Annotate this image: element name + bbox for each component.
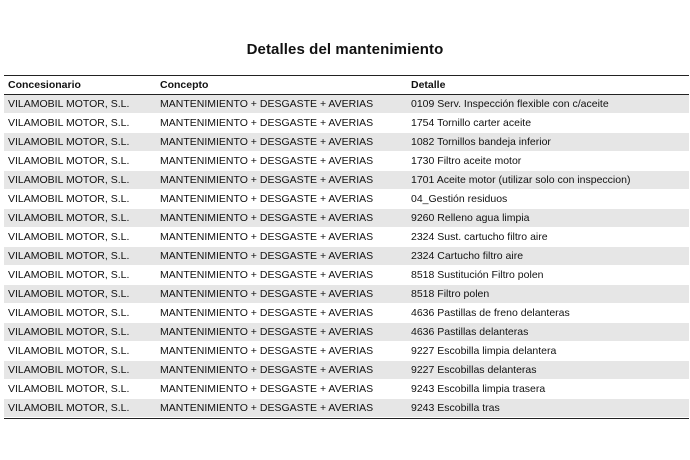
table-row bbox=[4, 152, 689, 171]
cell-concesionario: VILAMOBIL MOTOR, S.L. bbox=[8, 174, 130, 186]
table-row bbox=[4, 190, 689, 209]
cell-concesionario: VILAMOBIL MOTOR, S.L. bbox=[8, 269, 130, 281]
table-body bbox=[4, 95, 689, 418]
cell-concesionario: VILAMOBIL MOTOR, S.L. bbox=[8, 383, 130, 395]
cell-concesionario: VILAMOBIL MOTOR, S.L. bbox=[8, 117, 130, 129]
column-header-detalle: Detalle bbox=[411, 79, 446, 91]
maintenance-table bbox=[4, 75, 689, 419]
cell-detalle: 9243 Escobilla limpia trasera bbox=[411, 383, 546, 395]
cell-concesionario: VILAMOBIL MOTOR, S.L. bbox=[8, 288, 130, 300]
cell-concepto: MANTENIMIENTO + DESGASTE + AVERIAS bbox=[160, 231, 374, 243]
table-row bbox=[4, 266, 689, 285]
cell-detalle: 2324 Sust. cartucho filtro aire bbox=[411, 231, 548, 243]
table-header bbox=[4, 75, 689, 95]
table-row bbox=[4, 95, 689, 114]
cell-detalle: 9227 Escobillas delanteras bbox=[411, 364, 537, 376]
cell-detalle: 04_Gestión residuos bbox=[411, 193, 508, 205]
table-row bbox=[4, 228, 689, 247]
cell-concesionario: VILAMOBIL MOTOR, S.L. bbox=[8, 402, 130, 414]
cell-concepto: MANTENIMIENTO + DESGASTE + AVERIAS bbox=[160, 98, 374, 110]
cell-concepto: MANTENIMIENTO + DESGASTE + AVERIAS bbox=[160, 136, 374, 148]
cell-concesionario: VILAMOBIL MOTOR, S.L. bbox=[8, 307, 130, 319]
table-row bbox=[4, 209, 689, 228]
cell-concesionario: VILAMOBIL MOTOR, S.L. bbox=[8, 326, 130, 338]
table-row bbox=[4, 380, 689, 399]
cell-detalle: 0109 Serv. Inspección flexible con c/aceite bbox=[411, 98, 609, 110]
cell-concesionario: VILAMOBIL MOTOR, S.L. bbox=[8, 98, 130, 110]
cell-detalle: 9227 Escobilla limpia delantera bbox=[411, 345, 557, 357]
cell-concepto: MANTENIMIENTO + DESGASTE + AVERIAS bbox=[160, 307, 374, 319]
cell-concepto: MANTENIMIENTO + DESGASTE + AVERIAS bbox=[160, 326, 374, 338]
cell-concesionario: VILAMOBIL MOTOR, S.L. bbox=[8, 345, 130, 357]
cell-detalle: 1730 Filtro aceite motor bbox=[411, 155, 522, 167]
cell-concesionario: VILAMOBIL MOTOR, S.L. bbox=[8, 250, 130, 262]
table-bottom-rule bbox=[4, 418, 689, 419]
cell-concepto: MANTENIMIENTO + DESGASTE + AVERIAS bbox=[160, 345, 374, 357]
cell-detalle: 2324 Cartucho filtro aire bbox=[411, 250, 524, 262]
cell-concepto: MANTENIMIENTO + DESGASTE + AVERIAS bbox=[160, 174, 374, 186]
cell-concesionario: VILAMOBIL MOTOR, S.L. bbox=[8, 136, 130, 148]
table-row bbox=[4, 114, 689, 133]
table-row bbox=[4, 342, 689, 361]
cell-detalle: 9243 Escobilla tras bbox=[411, 402, 500, 414]
cell-detalle: 1701 Aceite motor (utilizar solo con inspeccion) bbox=[411, 174, 631, 186]
cell-concesionario: VILAMOBIL MOTOR, S.L. bbox=[8, 155, 130, 167]
table-row bbox=[4, 171, 689, 190]
cell-concepto: MANTENIMIENTO + DESGASTE + AVERIAS bbox=[160, 250, 374, 262]
cell-concepto: MANTENIMIENTO + DESGASTE + AVERIAS bbox=[160, 193, 374, 205]
cell-concepto: MANTENIMIENTO + DESGASTE + AVERIAS bbox=[160, 117, 374, 129]
cell-concepto: MANTENIMIENTO + DESGASTE + AVERIAS bbox=[160, 155, 374, 167]
cell-detalle: 9260 Relleno agua limpia bbox=[411, 212, 530, 224]
table-row bbox=[4, 133, 689, 152]
cell-concepto: MANTENIMIENTO + DESGASTE + AVERIAS bbox=[160, 288, 374, 300]
table-row bbox=[4, 304, 689, 323]
cell-detalle: 1082 Tornillos bandeja inferior bbox=[411, 136, 551, 148]
column-header-concesionario: Concesionario bbox=[8, 79, 81, 91]
cell-detalle: 4636 Pastillas delanteras bbox=[411, 326, 529, 338]
cell-concesionario: VILAMOBIL MOTOR, S.L. bbox=[8, 212, 130, 224]
table-row bbox=[4, 247, 689, 266]
table-row bbox=[4, 323, 689, 342]
cell-concesionario: VILAMOBIL MOTOR, S.L. bbox=[8, 231, 130, 243]
cell-concesionario: VILAMOBIL MOTOR, S.L. bbox=[8, 364, 130, 376]
cell-detalle: 1754 Tornillo carter aceite bbox=[411, 117, 532, 129]
cell-concepto: MANTENIMIENTO + DESGASTE + AVERIAS bbox=[160, 212, 374, 224]
table-row bbox=[4, 285, 689, 304]
column-header-concepto: Concepto bbox=[160, 79, 209, 91]
cell-concesionario: VILAMOBIL MOTOR, S.L. bbox=[8, 193, 130, 205]
table-row bbox=[4, 399, 689, 418]
cell-concepto: MANTENIMIENTO + DESGASTE + AVERIAS bbox=[160, 402, 374, 414]
page-title: Detalles del mantenimiento bbox=[246, 41, 444, 58]
cell-detalle: 4636 Pastillas de freno delanteras bbox=[411, 307, 570, 319]
cell-detalle: 8518 Sustitución Filtro polen bbox=[411, 269, 544, 281]
cell-concepto: MANTENIMIENTO + DESGASTE + AVERIAS bbox=[160, 383, 374, 395]
cell-concepto: MANTENIMIENTO + DESGASTE + AVERIAS bbox=[160, 269, 374, 281]
cell-concepto: MANTENIMIENTO + DESGASTE + AVERIAS bbox=[160, 364, 374, 376]
cell-detalle: 8518 Filtro polen bbox=[411, 288, 490, 300]
table-row bbox=[4, 361, 689, 380]
